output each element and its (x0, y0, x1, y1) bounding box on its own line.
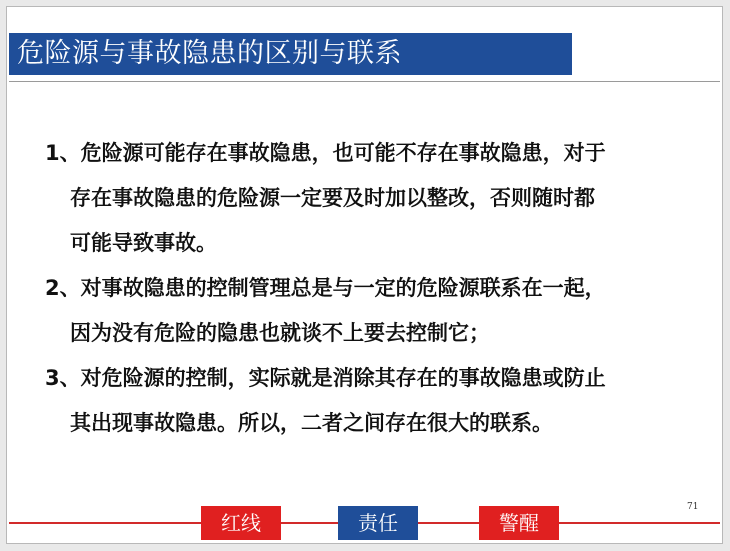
footer-button-alert[interactable]: 警醒 (479, 506, 559, 540)
item-1-line-3: 可能导致事故。 (70, 231, 217, 255)
footer-button-red-line[interactable]: 红线 (201, 506, 281, 540)
footer-button-responsibility[interactable]: 责任 (338, 506, 418, 540)
list-item (45, 356, 705, 446)
slide (6, 6, 723, 544)
slide-title: 危险源与事故隐患的区别与联系 (9, 33, 572, 75)
item-1-line-1: 1、危险源可能存在事故隐患，也可能不存在事故隐患，对于 (45, 141, 606, 165)
item-2-line-2: 因为没有危险的隐患也就谈不上要去控制它； (70, 321, 490, 345)
content-list (45, 131, 705, 446)
item-3-line-2: 其出现事故隐患。所以，二者之间存在很大的联系。 (70, 411, 553, 435)
title-divider (9, 81, 720, 82)
item-2-line-1: 2、对事故隐患的控制管理总是与一定的危险源联系在一起， (45, 276, 606, 300)
list-item (45, 266, 705, 356)
list-item (45, 131, 705, 266)
page-number: 71 (687, 502, 699, 512)
item-1-line-2: 存在事故隐患的危险源一定要及时加以整改，否则随时都 (70, 186, 595, 210)
item-3-line-1: 3、对危险源的控制，实际就是消除其存在的事故隐患或防止 (45, 366, 606, 390)
